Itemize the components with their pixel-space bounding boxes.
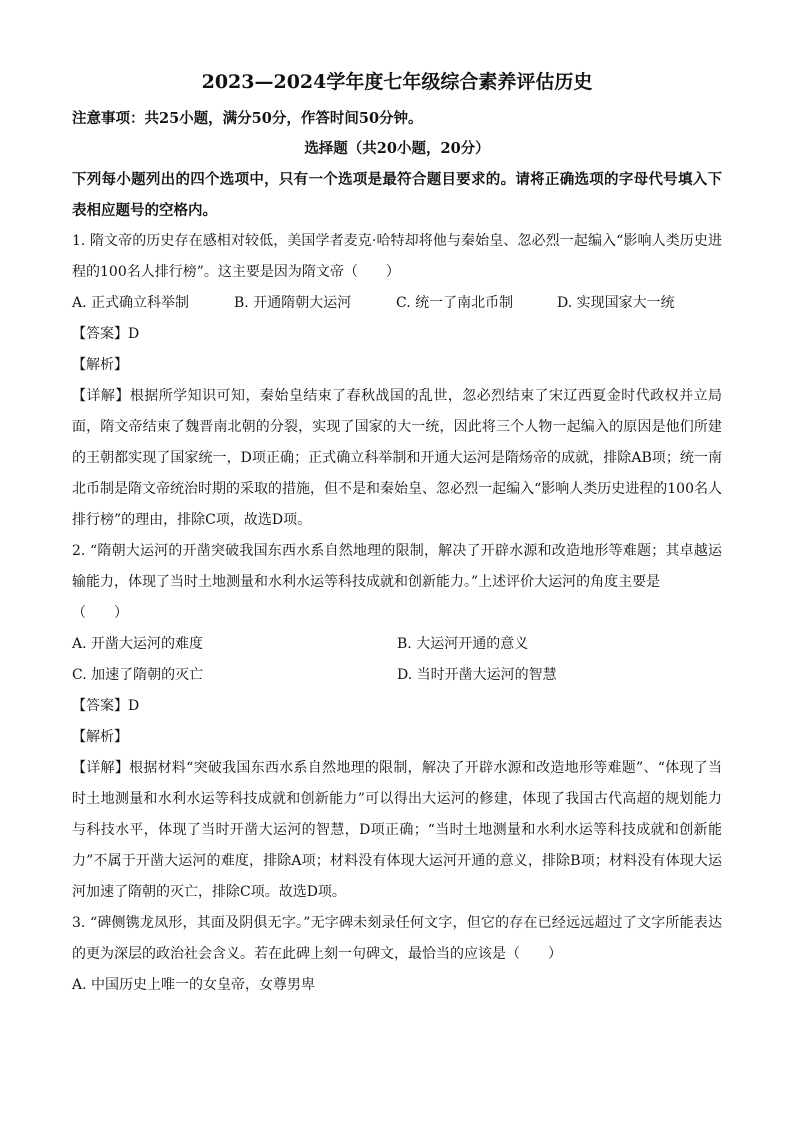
question-3: [72, 908, 722, 1001]
question-1: [72, 226, 722, 536]
option-a: A. 中国历史上唯一的女皇帝，女尊男卑: [72, 977, 316, 993]
detail-text: 【详解】根据所学知识可知，秦始皇结束了春秋战国的乱世，忽必烈结束了宋辽西夏金时代政权并立局面，隋文帝结束了魏晋南北朝的分裂，实现了国家的大一统，因此将三个人物一起编入的原因是他们所建的王朝都实现了国家统一，D项正确；正式确立科举制和开通大运河是隋炀帝的成就，排除AB项；统一南北币制是隋文帝统治时期的采取的措施，但不是和秦始皇、忽必烈一起编入“影响人类历史进程的100名人排行榜”的理由，排除C项，故选D项。: [72, 388, 722, 528]
question-2: [72, 536, 722, 908]
option-c: C. 统一了南北币制: [396, 295, 514, 311]
question-stem: 1. 隋文帝的历史存在感相对较低，美国学者麦克·哈特却将他与秦始皇、忽必烈一起编入“影响人类历史进程的100名人排行榜”。这主要是因为隋文帝（ ）: [72, 233, 722, 280]
exam-page: [72, 62, 722, 1001]
option-a: A. 正式确立科举制: [72, 295, 190, 311]
analysis-label: 【解析】: [72, 729, 128, 745]
option-d: D. 实现国家大一统: [557, 295, 675, 311]
option-a: A. 开凿大运河的难度: [72, 636, 204, 652]
option-b: B. 大运河开通的意义: [397, 636, 529, 652]
answer-label: 【答案】D: [72, 326, 140, 342]
detail-text: 【详解】根据材料“突破我国东西水系自然地理的限制，解决了开辟水源和改造地形等难题”、“体现了当时土地测量和水利水运等科技成就和创新能力”可以得出大运河的修建，体现了我国古代高超的规划能力与科技水平，体现了当时开凿大运河的智慧，D项正确；“当时土地测量和水利水运等科技成就和创新能力”不属于开凿大运河的难度，排除A项；材料没有体现大运河开通的意义，排除B项；材料没有体现大运河加速了隋朝的灭亡，排除C项。故选D项。: [72, 760, 722, 900]
option-b: B. 开通隋朝大运河: [234, 295, 352, 311]
exam-notice: 注意事项：共25小题，满分50分，作答时间50分钟。: [72, 110, 423, 127]
answer-bracket: （ ）: [72, 605, 128, 621]
exam-title: 2023—2024学年度七年级综合素养评估历史: [201, 71, 593, 93]
question-stem: 2. “隋朝大运河的开凿突破我国东西水系自然地理的限制，解决了开辟水源和改造地形等难题；其卓越运输能力，体现了当时土地测量和水利水运等科技成就和创新能力。”上述评价大运河的角度主要是: [72, 543, 722, 590]
options-row: [72, 629, 722, 660]
section-instruction: 下列每小题列出的四个选项中，只有一个选项是最符合题目要求的。请将正确选项的字母代号填入下表相应题号的空格内。: [72, 171, 722, 219]
question-stem: 3. “碑侧镌龙凤形，其面及阴俱无字。”无字碑未刻录任何文字，但它的存在已经远远超过了文字所能表达的更为深层的政治社会含义。若在此碑上刻一句碑文，最恰当的应该是（ ）: [72, 915, 722, 962]
answer-label: 【答案】D: [72, 698, 140, 714]
options-row: [72, 288, 722, 319]
option-c: C. 加速了隋朝的灭亡: [72, 667, 204, 683]
option-d: D. 当时开凿大运河的智慧: [397, 667, 557, 683]
section-title: 选择题（共20小题，20分）: [304, 140, 490, 157]
analysis-label: 【解析】: [72, 357, 128, 373]
options-row: [72, 660, 722, 691]
